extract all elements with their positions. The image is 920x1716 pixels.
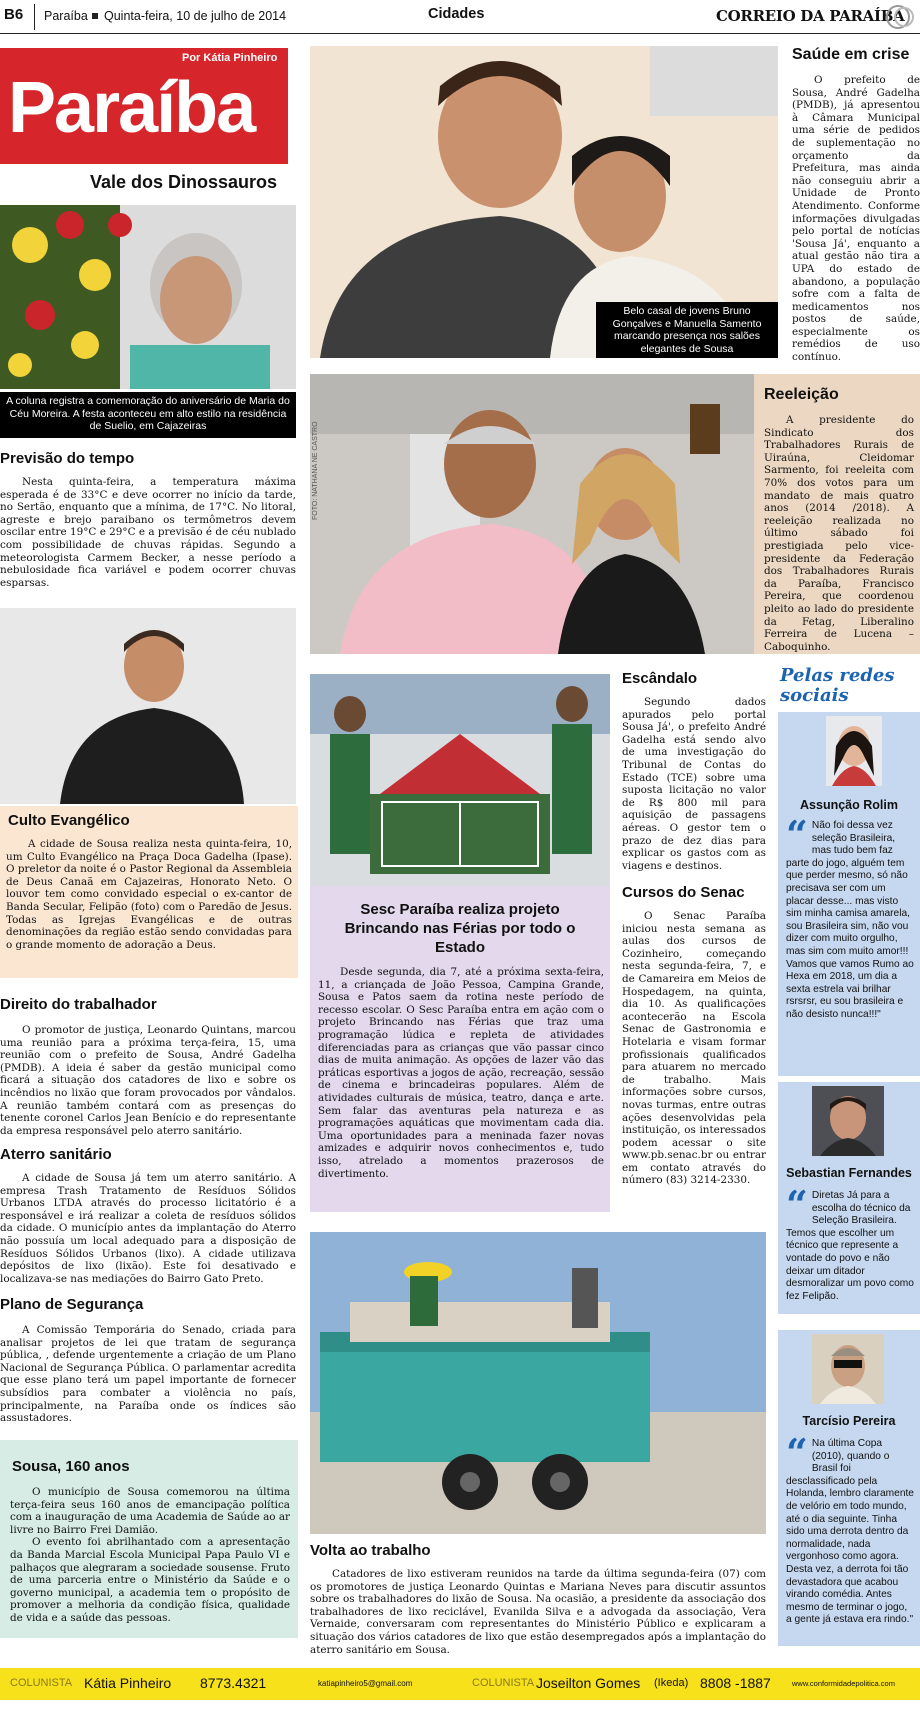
reeleicao-paragraph: A presidente do Sindicato dos Trabalhadores Rurais de Uiraúna, Cleidomar Sarmento, foi reeleita com 70% dos votos para um mandato de mais quatro anos (2014 /2018). A reeleição realizada no último sábado foi prestigiada pelo vice-presidente da Federação dos Trabalhadores Rurais da Paraíba, Francisco Pereira, que coordenou pleito ao lado do presidente da Fetag, Liberalino Ferreira de Lucena – Caboquinho. <box>764 414 914 653</box>
reelection-photo <box>310 374 754 654</box>
footer-site: www.conformidadepolitica.com <box>792 1679 895 1688</box>
direito-paragraph: O promotor de justiça, Leonardo Quintans, marcou uma reunião para a próxima terça-feira, 15, uma reunião com o prefeito de Sousa, André Gadelha (PMDB). A ideia é saber da gestão municipal como ficará a situação dos catadores de lixo e sobre os incêndios no lixão que foram provocados por vândalos. A reunião também contará com as presenças do tenente coronel Carlos Jean Benício e do representante da empresa responsável pelo aterro sanitário. <box>0 1024 296 1137</box>
saude-text <box>792 74 920 364</box>
newspaper-name: CORREIO DA PARAÍBA <box>716 7 905 25</box>
quote-icon: “ <box>786 812 808 857</box>
social-quote-text-2: Diretas Já para a escolha do técnico da Seleção Brasileira. Temos que escolher um técnico que represente a vontade do povo e não deixar um ditador desmoralizar um povo como fez Felipão. <box>786 1190 914 1302</box>
page-header <box>0 0 920 34</box>
social-quote-text-3: Na última Copa (2010), quando o Brasil foi desclassificado pela Holanda, lembro claramente de velório em todo mundo, até o dia seguinte. Tinha sido uma derrota dentro da normalidade, nada vergonhoso como agora. Desta vez, a derrota foi tão devastadora que acabou virando comédia. Antes mesmo de terminar o jogo, a gente já estava era rindo." <box>786 1438 914 1626</box>
direito-text <box>0 1024 296 1137</box>
social-name-3: Tarcísio Pereira <box>802 1414 896 1428</box>
aterro-title: Aterro sanitário <box>0 1146 112 1163</box>
sesc-title: Sesc Paraíba realiza projeto Brincando nas Férias por todo o Estado <box>344 901 576 956</box>
masthead-subtitle: Vale dos Dinossauros <box>90 172 278 192</box>
reeleicao-text <box>764 414 914 653</box>
direito-title: Direito do trabalhador <box>0 996 157 1013</box>
header-state: Paraíba <box>44 9 88 23</box>
masthead-byline: Por Kátia Pinheiro <box>182 52 278 64</box>
page-number: B6 <box>4 6 24 23</box>
sesc-paragraph: Desde segunda, dia 7, até a próxima sexta-feira, 11, a criançada de João Pessoa, Campina Grande, Sousa e Patos saem da rotina neste período de recesso escolar. O Sesc Paraíba entra em ação com o projeto Brincando nas Férias que traz uma programação lúdica e repleta de atividades diferenciadas para as crianças que vão passar cinco dias de muita animação. As opções de lazer vão das práticas esportivas a jogos de ação, recreação, sessão de cinema e brincadeiras populares. Além de atividades culturais de música, teatro, dança e arte. Sem falar das aventuras pela natureza e as programações aquáticas que movimentam cada dia. Uma oportunidades para a meninada fazer novas amizades e adquirir novos conhecimentos e, tudo isso, atrelado a momentos prazerosos de divertimento. <box>318 966 604 1180</box>
previsao-title: Previsão do tempo <box>0 450 135 467</box>
aterro-text <box>0 1172 296 1285</box>
previsao-paragraph: Nesta quinta-feira, a temperatura máxima esperada é de 33°C e deve ocorrer no início da tarde, no Sertão, enquanto que a mínima, de 17°C. No litoral, agreste e brejo paraibano os termômetros devem oscilar entre 19°C e 29°C e a previsão é de céu nublado com possibilidade de chuvas rápidas. Segundo a meteorologista Carmem Becker, a nesse período a nebulosidade fica variável e podem ocorrer chuvas esparsas. <box>0 476 296 589</box>
volta-paragraph: Catadores de lixo estiveram reunidos na tarde da última segunda-feira (07) com os promotores de justiça Leonardo Quintas e Mariana Neves para discutir assuntos sobre os trabalhadores do lixão de Sousa. Na ocasião, a presidente da associação dos trabalhadores de lixo reciclável, Evanilda Silva e a advogada da associação, Vera Vernaide, conversaram com representantes do Ministério Público e explicaram a situação dos vários catadores de lixo que estão desempregados após a implantação do aterro sanitário em Sousa. <box>310 1568 766 1656</box>
senac-paragraph: O Senac Paraíba iniciou nesta semana as aulas dos cursos de Cozinheiro, começando nesta segunda-feira, 7, e de Camareira em Meios de Hospedagem, na quinta, dia 10. As qualificações acontecerão na Escola Senac de Gastronomia e Hotelaria e visam formar profissionais qualificados para atuarem no mercado de trabalho. Mais informações sobre cursos, novas turmas, entre outras ações desenvolvidas pela instituição, os interessados podem acessar o site www.pb.senac.br ou entrar em contato através do número (83) 3214-2330. <box>622 910 766 1187</box>
social-quote-1 <box>786 812 914 1022</box>
footer-nick-2: (Ikeda) <box>654 1677 689 1689</box>
senac-title: Cursos do Senac <box>622 884 745 901</box>
reeleicao-title: Reeleição <box>764 386 839 403</box>
social-avatar-3 <box>812 1334 884 1404</box>
header-divider <box>34 4 35 30</box>
sousa160-text <box>10 1486 290 1625</box>
masthead-title: Paraíba <box>8 68 255 148</box>
culto-title: Culto Evangélico <box>8 812 130 829</box>
felipao-photo <box>0 608 296 804</box>
saude-title: Saúde em crise <box>792 46 910 63</box>
footer-email: katiapinheiro5@gmail.com <box>318 1679 413 1688</box>
previsao-text <box>0 476 296 589</box>
quote-icon: “ <box>786 1430 808 1475</box>
footer-name-1: Kátia Pinheiro <box>84 1675 172 1691</box>
sousa160-paragraph-2: O evento foi abrilhantado com a apresentação da Banda Marcial Escola Municipal Papa Paulo VI e palhaços que alegraram a sociedade sousense. Fruto de uma parceria entre o Ministério da Saúde e o governo municipal, a academia tem o propósito de promover a melhoria da condição física, qualidade de vida e a saúde das pessoas. <box>10 1536 290 1624</box>
social-avatar-1 <box>826 716 882 786</box>
sesc-photo <box>310 674 610 886</box>
volta-text <box>310 1568 766 1656</box>
header-date: Quinta-feira, 10 de julho de 2014 <box>104 9 287 23</box>
plano-title: Plano de Segurança <box>0 1296 144 1313</box>
photo-credit: FOTO: NATHANA NE CASTRO <box>312 421 319 520</box>
culto-paragraph: A cidade de Sousa realiza nesta quinta-feira, 10, um Culto Evangélico na Praça Doca Gadelha (Ipase). O preletor da noite é o Pastor Regional da Assembleia de Deus Canaã em Cajazeiras, Honorato Neto. O louvor tem como convidado especial o ex-cantor de Banda Secular, Felipão (foto) com o Paredão de Jesus. Todas as Igrejas Evangélicas e de outras denominações da região estão sendo convidadas para o grande momento de adoração a Deus. <box>6 838 292 951</box>
social-name-1: Assunção Rolim <box>800 798 898 812</box>
social-avatar-2 <box>812 1086 884 1156</box>
escandalo-title: Escândalo <box>622 670 698 687</box>
header-section: Cidades <box>428 6 485 22</box>
culto-text <box>6 838 292 951</box>
plano-text <box>0 1324 296 1425</box>
sousa160-title: Sousa, 160 anos <box>12 1458 130 1475</box>
social-name-2: Sebastian Fernandes <box>786 1166 912 1180</box>
birthday-photo <box>0 205 296 389</box>
birthday-caption: A coluna registra a comemoração do aniversário de Maria do Céu Moreira. A festa aconteceu em alto estilo na residência de Suelio, em Cajazeiras <box>0 392 296 438</box>
header-bullet-icon <box>92 13 98 19</box>
social-quote-3 <box>786 1430 914 1627</box>
plano-paragraph: A Comissão Temporária do Senado, criada para analisar projetos de lei que tratam de segurança pública, , defende urgentemente a criação de um Plano Nacional de Segurança Pública. O parlamentar acredita que esse plano terá um papel importante de fornecer subsídios para combater a violência no país, principalmente, na Paraíba onde os índices são assustadores. <box>0 1324 296 1425</box>
footer-label-1: COLUNISTA <box>10 1677 73 1689</box>
newspaper-logo-icon <box>880 4 916 30</box>
volta-title: Volta ao trabalho <box>310 1542 431 1559</box>
escandalo-paragraph: Segundo dados apurados pelo portal Sousa Já', o prefeito André Gadelha está sendo alvo de uma investigação do Tribunal de Contas do Estado (TCE) sobre uma suposta licitação no valor de R$ 800 mil para aquisição de passagens aéreas. O gestor tem o prazo de dez dias para explicar os gastos com as viagens e destinos. <box>622 696 766 872</box>
saude-paragraph: O prefeito de Sousa, André Gadelha (PMDB), já apresentou à Câmara Municipal uma série de pedidos de suplementação no orçamento da Prefeitura, mas ainda não conseguiu abrir a Unidade de Pronto Atendimento. Conforme informações divulgadas pelo portal de notícias 'Sousa Já', enquanto a atual gestão não tira a UPA do estado de abandono, a população sofre com a falta de medicamentos nos postos de saúde, especialmente os remédios de uso contínuo. <box>792 74 920 364</box>
social-quote-2 <box>786 1182 914 1303</box>
social-quote-text-1: Não foi dessa vez seleção Brasileira, mas tudo bem faz parte do jogo, alguém tem que perder mesmo, só não precisava ser com um placar desse... mas visto sim minha camisa amarela, sou Brasileira sim, não vou dizer com muito orgulho, mas sim com muito amor!!! Vamos que vamos Rumo ao Hexa em 2018, um dia a sexta estrela vai brilhar rsrsrsr, eu sou brasileira e não desisto nunca!!!" <box>786 820 914 1020</box>
aterro-paragraph: A cidade de Sousa já tem um aterro sanitário. A empresa Trash Tratamento de Resíduos Sólidos Urbanos LTDA através do processo licitatório é a responsável e irá realizar a coleta de resíduos sólidos da cidade. O município antes da implantação do Aterro não possuía um local adequado para a disposição de Resíduos Sólidos Urbanos (lixo). A cidade utilizava depósitos de lixo (lixão). Este foi desativado e localizava-se nas mediações do Bairro Gato Preto. <box>0 1172 296 1285</box>
sousa160-paragraph-1: O município de Sousa comemorou na última terça-feira seus 160 anos de emancipação política com a inauguração de uma Academia de Saúde ao ar livre no Bairro Frei Damião. <box>10 1486 290 1536</box>
garbage-truck-photo <box>310 1232 766 1534</box>
footer-name-2: Joseilton Gomes <box>536 1675 641 1691</box>
senac-text <box>622 910 766 1187</box>
social-title: Pelas redes sociais <box>780 665 895 706</box>
quote-icon: “ <box>786 1182 808 1227</box>
footer-phone-1: 8773.4321 <box>200 1675 267 1691</box>
couple-caption: Belo casal de jovens Bruno Gonçalves e Manuella Samento marcando presença nos salões elegantes de Sousa <box>596 302 778 358</box>
footer-label-2: COLUNISTA <box>472 1677 535 1689</box>
escandalo-text <box>622 696 766 872</box>
sesc-text <box>318 966 604 1180</box>
footer-phone-2: 8808 -1887 <box>700 1675 771 1691</box>
